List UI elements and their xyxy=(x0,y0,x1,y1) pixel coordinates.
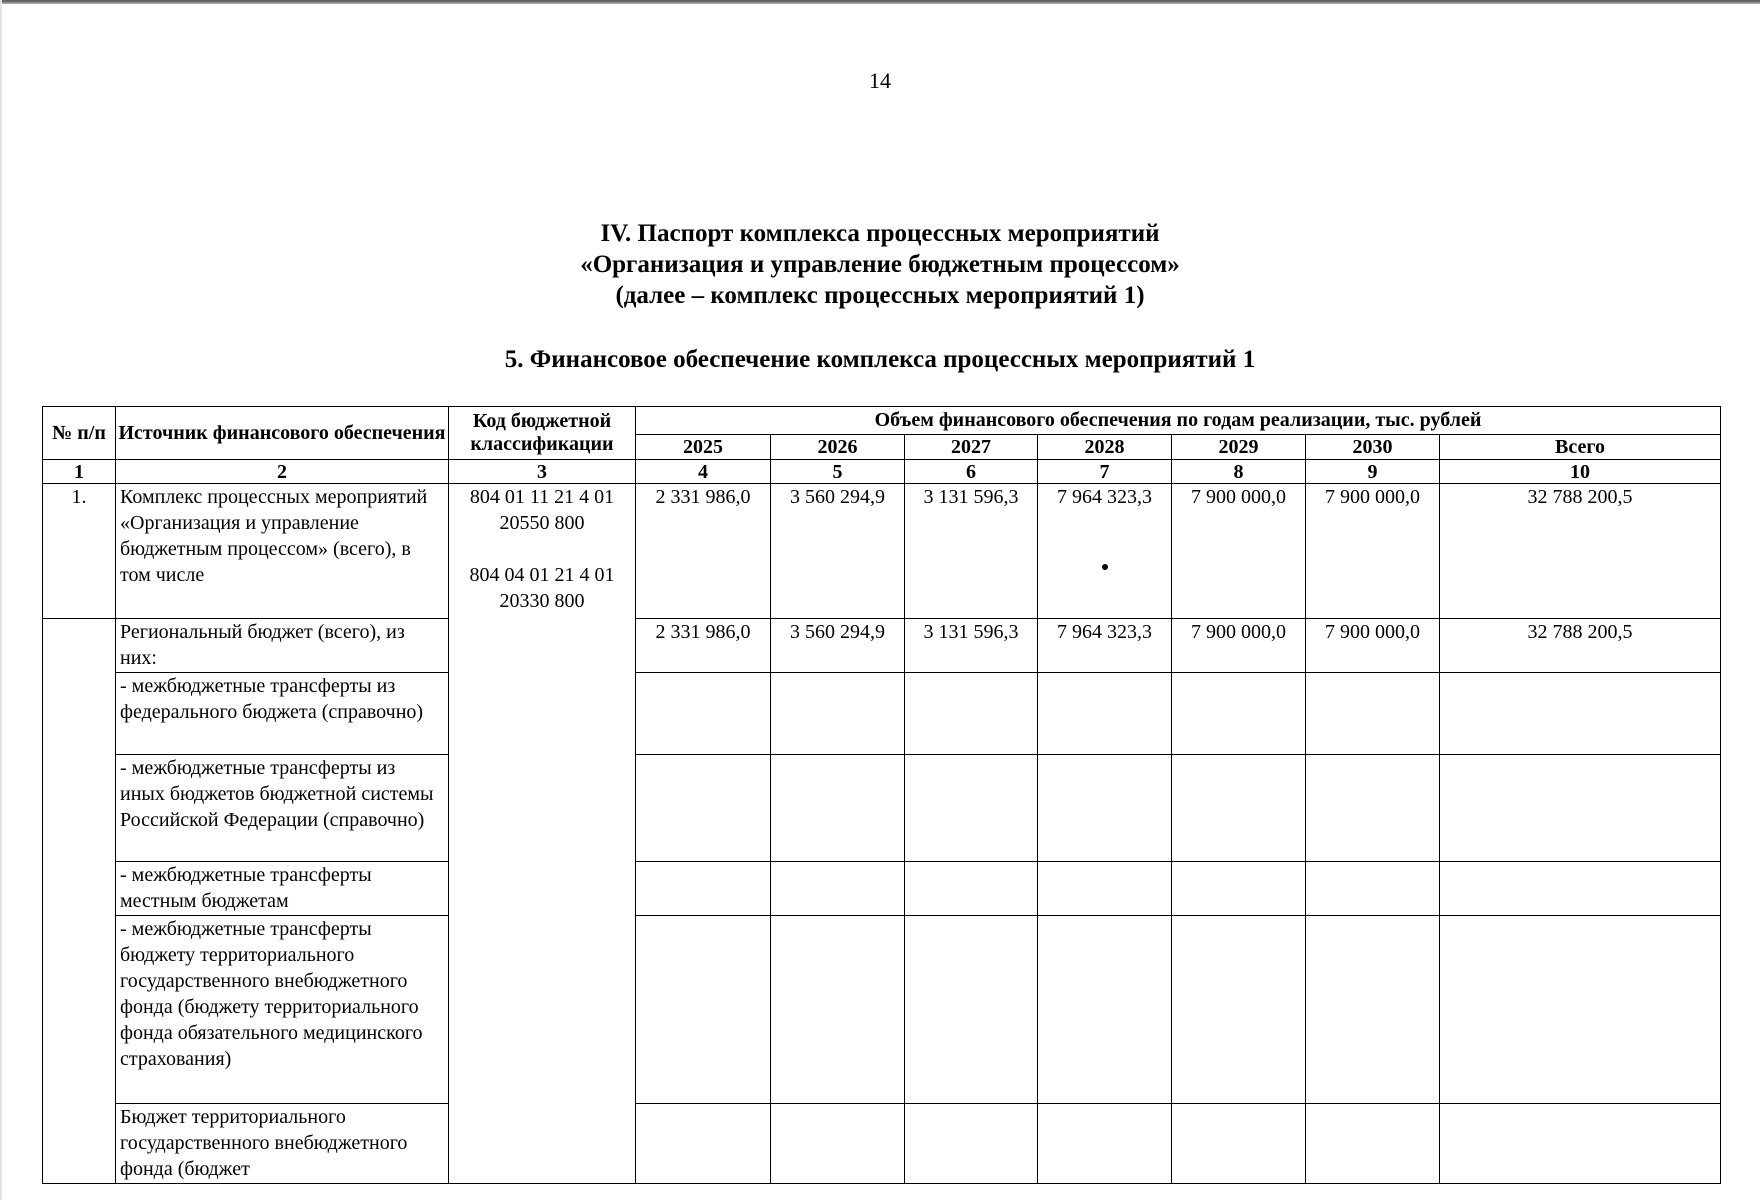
value-2026 xyxy=(771,916,905,1104)
value-total xyxy=(1440,1104,1721,1184)
page-number: 14 xyxy=(869,68,891,93)
value-2025: 2 331 986,0 xyxy=(636,619,771,673)
row-source: - межбюджетные трансферты бюджету территориального государственного внебюджетного фонда (бюджету территориального фонда обязательного медицинского страхования) xyxy=(116,916,449,1104)
header-code: Код бюджетной классификации xyxy=(449,407,636,460)
value-total xyxy=(1440,673,1721,755)
row-source: Региональный бюджет (всего), из них: xyxy=(116,619,449,673)
budget-code: 804 01 11 21 4 01 20550 800 xyxy=(469,486,615,534)
value-2030: 7 900 000,0 xyxy=(1306,619,1440,673)
value-2029 xyxy=(1172,755,1306,862)
value-2025 xyxy=(636,862,771,916)
header-year-2030: 2030 xyxy=(1306,435,1440,460)
value-2028 xyxy=(1038,484,1172,619)
value-2025: 2 331 986,0 xyxy=(636,484,771,619)
value-2027: 3 131 596,3 xyxy=(905,619,1038,673)
header-year-2028: 2028 xyxy=(1038,435,1172,460)
title-line-3: (далее – комплекс процессных мероприятий 1) xyxy=(615,282,1145,309)
value-2026 xyxy=(771,673,905,755)
value-2027 xyxy=(905,862,1038,916)
value-2028-text: 7 964 323,3 xyxy=(1057,486,1152,508)
document-title xyxy=(0,218,1760,311)
value-2028 xyxy=(1038,755,1172,862)
column-number: 5 xyxy=(771,460,905,484)
title-line-2: «Организация и управление бюджетным процессом» xyxy=(580,251,1180,278)
value-2026 xyxy=(771,755,905,862)
value-2025 xyxy=(636,1104,771,1184)
header-num: № п/п xyxy=(43,407,116,460)
row-source: Комплекс процессных мероприятий «Организация и управление бюджетным процессом» (всего), в том числе xyxy=(116,484,449,619)
column-number: 7 xyxy=(1038,460,1172,484)
value-2028 xyxy=(1038,862,1172,916)
row-source: - межбюджетные трансферты из федерального бюджета (справочно) xyxy=(116,673,449,755)
header-year-2027: 2027 xyxy=(905,435,1038,460)
budget-code-cell xyxy=(449,484,636,1184)
value-2029 xyxy=(1172,673,1306,755)
value-2030 xyxy=(1306,1104,1440,1184)
value-2029 xyxy=(1172,1104,1306,1184)
section-heading: 5. Финансовое обеспечение комплекса процессных мероприятий 1 xyxy=(504,346,1256,373)
value-2030 xyxy=(1306,916,1440,1104)
row-source: Бюджет территориального государственного внебюджетного фонда (бюджет xyxy=(116,1104,449,1184)
value-2029: 7 900 000,0 xyxy=(1172,484,1306,619)
financial-table xyxy=(42,406,1721,1184)
value-2030 xyxy=(1306,673,1440,755)
column-number: 10 xyxy=(1440,460,1721,484)
scan-edge-left xyxy=(0,0,2,1200)
column-number: 2 xyxy=(116,460,449,484)
row-number: 1. xyxy=(43,484,116,619)
value-2026: 3 560 294,9 xyxy=(771,619,905,673)
value-2028 xyxy=(1038,916,1172,1104)
value-2026 xyxy=(771,862,905,916)
value-2028: 7 964 323,3 xyxy=(1038,619,1172,673)
table-row xyxy=(43,484,1721,619)
value-2025 xyxy=(636,673,771,755)
value-2027 xyxy=(905,755,1038,862)
table-row xyxy=(43,619,1721,673)
column-number: 6 xyxy=(905,460,1038,484)
value-2028 xyxy=(1038,1104,1172,1184)
value-2027 xyxy=(905,916,1038,1104)
column-number: 8 xyxy=(1172,460,1306,484)
header-year-2026: 2026 xyxy=(771,435,905,460)
value-2027 xyxy=(905,1104,1038,1184)
row-source: - межбюджетные трансферты местным бюджетам xyxy=(116,862,449,916)
value-2029: 7 900 000,0 xyxy=(1172,619,1306,673)
table-row xyxy=(43,916,1721,1104)
column-number: 9 xyxy=(1306,460,1440,484)
table-row xyxy=(43,755,1721,862)
value-total xyxy=(1440,862,1721,916)
row-source: - межбюджетные трансферты из иных бюджетов бюджетной системы Российской Федерации (справочно) xyxy=(116,755,449,862)
header-source: Источник финансового обеспечения xyxy=(116,407,449,460)
value-total xyxy=(1440,755,1721,862)
row-number xyxy=(43,619,116,1184)
value-2030: 7 900 000,0 xyxy=(1306,484,1440,619)
table-row xyxy=(43,1104,1721,1184)
value-2025 xyxy=(636,755,771,862)
scan-edge-top xyxy=(0,0,1760,4)
value-2025 xyxy=(636,916,771,1104)
header-volume: Объем финансового обеспечения по годам реализации, тыс. рублей xyxy=(636,407,1721,435)
header-year-2025: 2025 xyxy=(636,435,771,460)
table-row xyxy=(43,862,1721,916)
column-number: 1 xyxy=(43,460,116,484)
value-2030 xyxy=(1306,755,1440,862)
value-total xyxy=(1440,916,1721,1104)
value-2026: 3 560 294,9 xyxy=(771,484,905,619)
scan-dot-mark xyxy=(1102,564,1108,570)
column-number: 3 xyxy=(449,460,636,484)
value-2027 xyxy=(905,673,1038,755)
table-row xyxy=(43,673,1721,755)
value-total: 32 788 200,5 xyxy=(1440,484,1721,619)
value-2029 xyxy=(1172,916,1306,1104)
value-2029 xyxy=(1172,862,1306,916)
header-year-2029: 2029 xyxy=(1172,435,1306,460)
value-2028 xyxy=(1038,673,1172,755)
value-2027: 3 131 596,3 xyxy=(905,484,1038,619)
value-total: 32 788 200,5 xyxy=(1440,619,1721,673)
header-total: Всего xyxy=(1440,435,1721,460)
value-2026 xyxy=(771,1104,905,1184)
value-2030 xyxy=(1306,862,1440,916)
budget-code: 804 04 01 21 4 01 20330 800 xyxy=(469,564,615,612)
title-line-1: IV. Паспорт комплекса процессных мероприятий xyxy=(600,220,1160,247)
column-number: 4 xyxy=(636,460,771,484)
